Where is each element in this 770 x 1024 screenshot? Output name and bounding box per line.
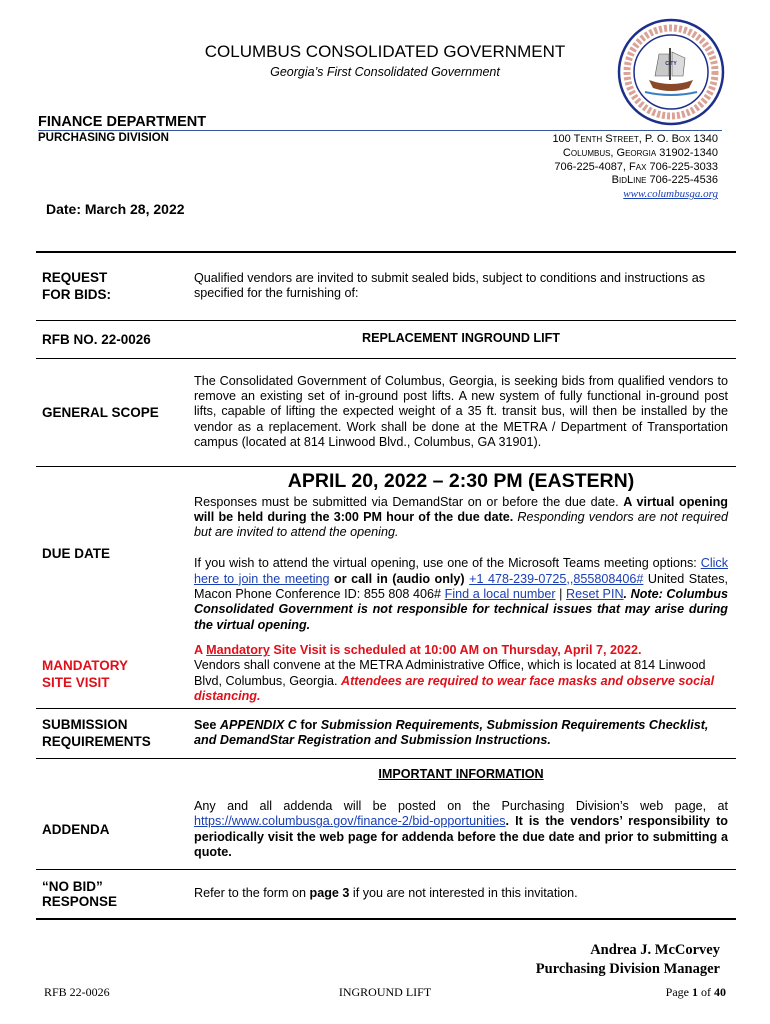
reset-pin-link[interactable]: Reset PIN xyxy=(566,586,624,601)
submission-text xyxy=(182,708,736,758)
no-bid-text xyxy=(182,869,736,919)
due-heading: APRIL 20, 2022 – 2:30 PM (EASTERN) xyxy=(287,469,635,492)
table-row xyxy=(36,358,736,466)
page-prefix: Page xyxy=(665,985,692,999)
svg-text:CITY: CITY xyxy=(665,61,677,67)
table-row xyxy=(36,758,736,791)
footer-page-number xyxy=(666,985,726,1000)
teams-text: If you wish to attend the virtual opening, use one of the Microsoft Teams meeting options: xyxy=(194,556,697,571)
page-total: 40 xyxy=(714,985,726,999)
no-bid-text-part: if you are not interested in this invitation. xyxy=(349,886,578,901)
due-paragraph xyxy=(194,495,728,541)
addenda-label: ADDENDA xyxy=(36,791,182,869)
address-line: BidLine 706-225-4536 xyxy=(611,174,718,187)
table-row xyxy=(36,252,736,320)
no-bid-text-part: Refer to the form on xyxy=(194,886,310,901)
division-name: PURCHASING DIVISION xyxy=(38,132,169,144)
site-text: Site Visit is scheduled at 10:00 AM on Thursday, April 7, 2022. xyxy=(269,643,642,658)
phone-link[interactable]: +1 478-239-0725,,855808406# xyxy=(469,571,644,586)
site-text: Vendors shall convene at the METRA Administrative Office, which is located at 814 Linwood Blvd, Columbus, Georgia. xyxy=(194,658,706,688)
table-row xyxy=(36,791,736,869)
request-label: REQUEST FOR BIDS: xyxy=(36,252,182,320)
request-text: Qualified vendors are invited to submit sealed bids, subject to conditions and instructions as specified for the furnishing of: xyxy=(182,252,736,320)
department-name: FINANCE DEPARTMENT xyxy=(38,114,207,130)
address-line: 100 Tenth Street, P. O. Box 1340 xyxy=(552,133,718,145)
submission-label: SUBMISSION REQUIREMENTS xyxy=(36,708,182,758)
website-link[interactable]: www.columbusga.org xyxy=(623,188,718,201)
addenda-text xyxy=(182,791,736,869)
teams-separator: | xyxy=(555,586,567,601)
join-meeting-link[interactable]: Click here to join the meeting xyxy=(194,556,729,586)
addenda-text-part: Any and all addenda will be posted on the Purchasing Division’s web page, at xyxy=(194,799,728,814)
table-row xyxy=(36,869,736,919)
rfb-number: RFB NO. 22-0026 xyxy=(36,320,182,358)
no-bid-label: “NO BID” RESPONSE xyxy=(36,869,182,919)
signatory-name: Andrea J. McCorvey xyxy=(590,942,720,958)
sub-text-italic: APPENDIX C xyxy=(219,717,297,732)
empty-label xyxy=(36,758,182,791)
teams-text-bold: or call in (audio only) xyxy=(329,571,470,586)
site-text: A xyxy=(194,643,207,658)
sub-text: for xyxy=(296,717,321,732)
page-of: of xyxy=(698,985,714,999)
teams-note: . Note: Columbus Consolidated Government is not responsible for technical issues that may arise during the virtual opening. xyxy=(194,586,728,632)
sub-text: See xyxy=(194,717,220,732)
table-row xyxy=(36,708,736,758)
footer-rfb: RFB 22-0026 xyxy=(44,985,110,999)
teams-paragraph xyxy=(194,556,728,632)
address-line: 706-225-4087, Fax 706-225-3033 xyxy=(554,160,718,173)
footer-title: INGROUND LIFT xyxy=(338,985,432,999)
bid-opportunities-link[interactable]: https://www.columbusga.gov/finance-2/bid-opportunities xyxy=(194,814,506,829)
scope-text: The Consolidated Government of Columbus, Georgia, is seeking bids from qualified vendors to remove an existing set of in-ground post lifts. A new system of fully functional in-ground post lifts, capable of lifting the expected weight of a 35 ft. transit bus, will then be installed by the vendor as a replacement. Work shall be done at the METRA / Department of Transportation campus (located at 814 Linwood Blvd., Columbus, GA 31901). xyxy=(182,358,736,466)
table-row xyxy=(36,640,736,708)
due-text: Responses must be submitted via DemandStar on or before the due date. xyxy=(194,494,624,509)
address-line: Columbus, Georgia 31902-1340 xyxy=(562,146,718,159)
rfb-title: REPLACEMENT INGROUND LIFT xyxy=(182,320,736,358)
sub-text-italic: Submission Requirements, Submission Requirements Checklist, and DemandStar Registration and Submission Instructions. xyxy=(194,717,709,747)
document-date: Date: March 28, 2022 xyxy=(46,201,185,217)
table-row xyxy=(36,466,736,640)
signatory-title: Purchasing Division Manager xyxy=(535,961,720,977)
scope-label: GENERAL SCOPE xyxy=(36,358,182,466)
city-seal-logo xyxy=(617,18,725,126)
no-bid-page-ref: page 3 xyxy=(309,886,350,901)
addenda-text-bold: . It is the vendors’ responsibility to periodically visit the web page for addenda before the due date and prior to submitting a quote. xyxy=(194,814,728,860)
due-cell xyxy=(182,466,736,640)
find-local-number-link[interactable]: Find a local number xyxy=(444,586,556,601)
site-visit-text xyxy=(182,640,736,708)
header-rule xyxy=(38,130,722,131)
page-title: COLUMBUS CONSOLIDATED GOVERNMENT xyxy=(204,42,566,61)
due-text-italic: Responding vendors are not required but are invited to attend the opening. xyxy=(194,509,728,540)
due-label: DUE DATE xyxy=(42,545,111,561)
teams-text: United States, Macon Phone Conference ID: 855 808 406# xyxy=(194,571,728,601)
site-visit-label: MANDATORY SITE VISIT xyxy=(36,640,182,708)
address-block xyxy=(552,133,718,202)
important-heading: IMPORTANT INFORMATION xyxy=(378,767,544,782)
bid-info-table xyxy=(36,251,736,920)
site-text-warning: Attendees are required to wear face masks and observe social distancing. xyxy=(194,673,715,704)
page-subtitle: Georgia’s First Consolidated Government xyxy=(270,65,500,79)
table-row xyxy=(36,320,736,358)
page-current: 1 xyxy=(692,985,698,999)
due-text-bold: A virtual opening will be held during the 3:00 PM hour of the due date. xyxy=(194,494,728,524)
site-text-mandatory: Mandatory xyxy=(206,643,270,658)
